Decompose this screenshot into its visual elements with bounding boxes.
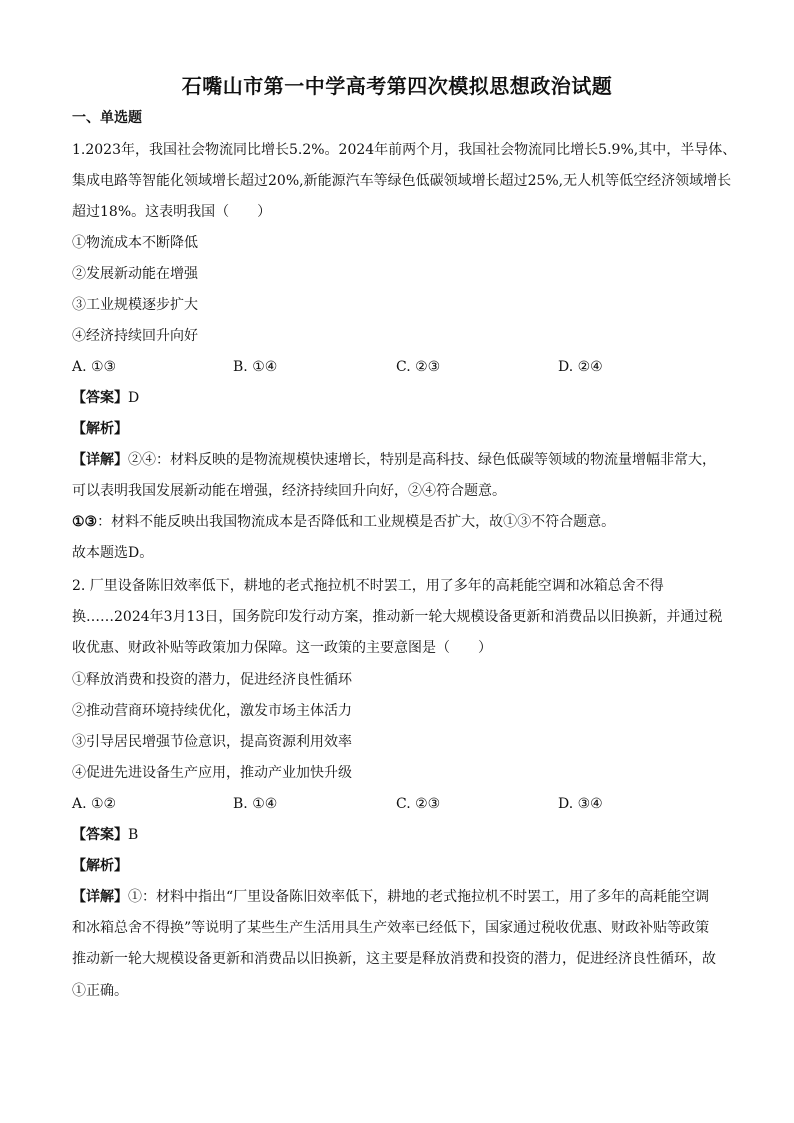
q1-detail-line-1: 【详解】②④：材料反映的是物流规模快速增长，特别是高科技、绿色低碳等领域的物流量增幅非常大， <box>72 452 716 468</box>
q1-stem-line-1: 1.2023年，我国社会物流同比增长5.2%。2024年前两个月，我国社会物流同比增长5.9%,其中，半导体、 <box>72 142 737 158</box>
q2-detail-line-3: 推动新一轮大规模设备更新和消费品以旧换新，这主要是释放消费和投资的潜力，促进经济良性循环，故 <box>72 951 716 967</box>
q1-item-2: ②发展新动能在增强 <box>72 266 198 282</box>
detail-tag: 【详解】 <box>72 889 128 905</box>
q2-detail-line-4: ①正确。 <box>72 983 128 999</box>
q1-detail-line-3: ①③：材料不能反映出我国物流成本是否降低和工业规模是否扩大，故①③不符合题意。 <box>72 514 616 530</box>
q2-detail-line-1: 【详解】①：材料中指出“厂里设备陈旧效率低下，耕地的老式拖拉机不时罢工，用了多年的高耗能空调 <box>72 889 710 905</box>
q1-detail-line-2: 可以表明我国发展新动能在增强，经济持续回升向好，②④符合题意。 <box>72 483 506 499</box>
q2-option-d: D. ③④ <box>558 796 603 812</box>
q2-item-2: ②推动营商环境持续优化，激发市场主体活力 <box>72 703 352 719</box>
answer-tag: 【答案】 <box>72 827 128 843</box>
q1-stem-line-2: 集成电路等智能化领域增长超过20%,新能源汽车等绿色低碳领域增长超过25%,无人机等低空经济领域增长 <box>72 173 732 189</box>
q2-option-b: B. ①④ <box>233 796 278 812</box>
q1-option-b: B. ①④ <box>233 359 278 375</box>
q2-analysis-tag: 【解析】 <box>72 858 128 874</box>
q2-stem-line-1: 2. 厂里设备陈旧效率低下，耕地的老式拖拉机不时罢工，用了多年的高耗能空调和冰箱总舍不得 <box>72 578 664 594</box>
q2-item-4: ④促进先进设备生产应用，推动产业加快升级 <box>72 765 352 781</box>
detail-tag: 【详解】 <box>72 452 128 468</box>
q1-option-d: D. ②④ <box>558 359 603 375</box>
q1-conclusion: 故本题选D。 <box>72 545 154 561</box>
q2-option-a: A. ①② <box>72 796 117 812</box>
answer-tag: 【答案】 <box>72 390 128 406</box>
q2-item-1: ①释放消费和投资的潜力，促进经济良性循环 <box>72 672 352 688</box>
q2-detail-line-2: 和冰箱总舍不得换”等说明了某些生产生活用具生产效率已经低下，国家通过税收优惠、财政补贴等政策 <box>72 920 710 936</box>
section-heading: 一、单选题 <box>72 110 142 126</box>
q2-stem-line-3: 收优惠、财政补贴等政策加力保障。这一政策的主要意图是（ ） <box>72 640 492 656</box>
answer-value: B <box>128 827 139 843</box>
page-title: 石嘴山市第一中学高考第四次模拟思想政治试题 <box>181 74 613 98</box>
q1-item-1: ①物流成本不断降低 <box>72 235 198 251</box>
q1-stem-line-3: 超过18%。这表明我国（ ） <box>72 204 272 220</box>
q2-stem-line-2: 换……2024年3月13日，国务院印发行动方案，推动新一轮大规模设备更新和消费品以旧换新，并通过税 <box>72 609 723 625</box>
q1-option-c: C. ②③ <box>396 359 441 375</box>
answer-value: D <box>128 390 140 406</box>
q2-option-c: C. ②③ <box>396 796 441 812</box>
q2-item-3: ③引导居民增强节俭意识，提高资源利用效率 <box>72 734 352 750</box>
q1-analysis-tag: 【解析】 <box>72 421 128 437</box>
q2-answer <box>72 825 732 845</box>
q1-item-3: ③工业规模逐步扩大 <box>72 297 198 313</box>
q1-item-4: ④经济持续回升向好 <box>72 328 198 344</box>
q1-answer <box>72 388 732 408</box>
q1-option-a: A. ①③ <box>72 359 117 375</box>
